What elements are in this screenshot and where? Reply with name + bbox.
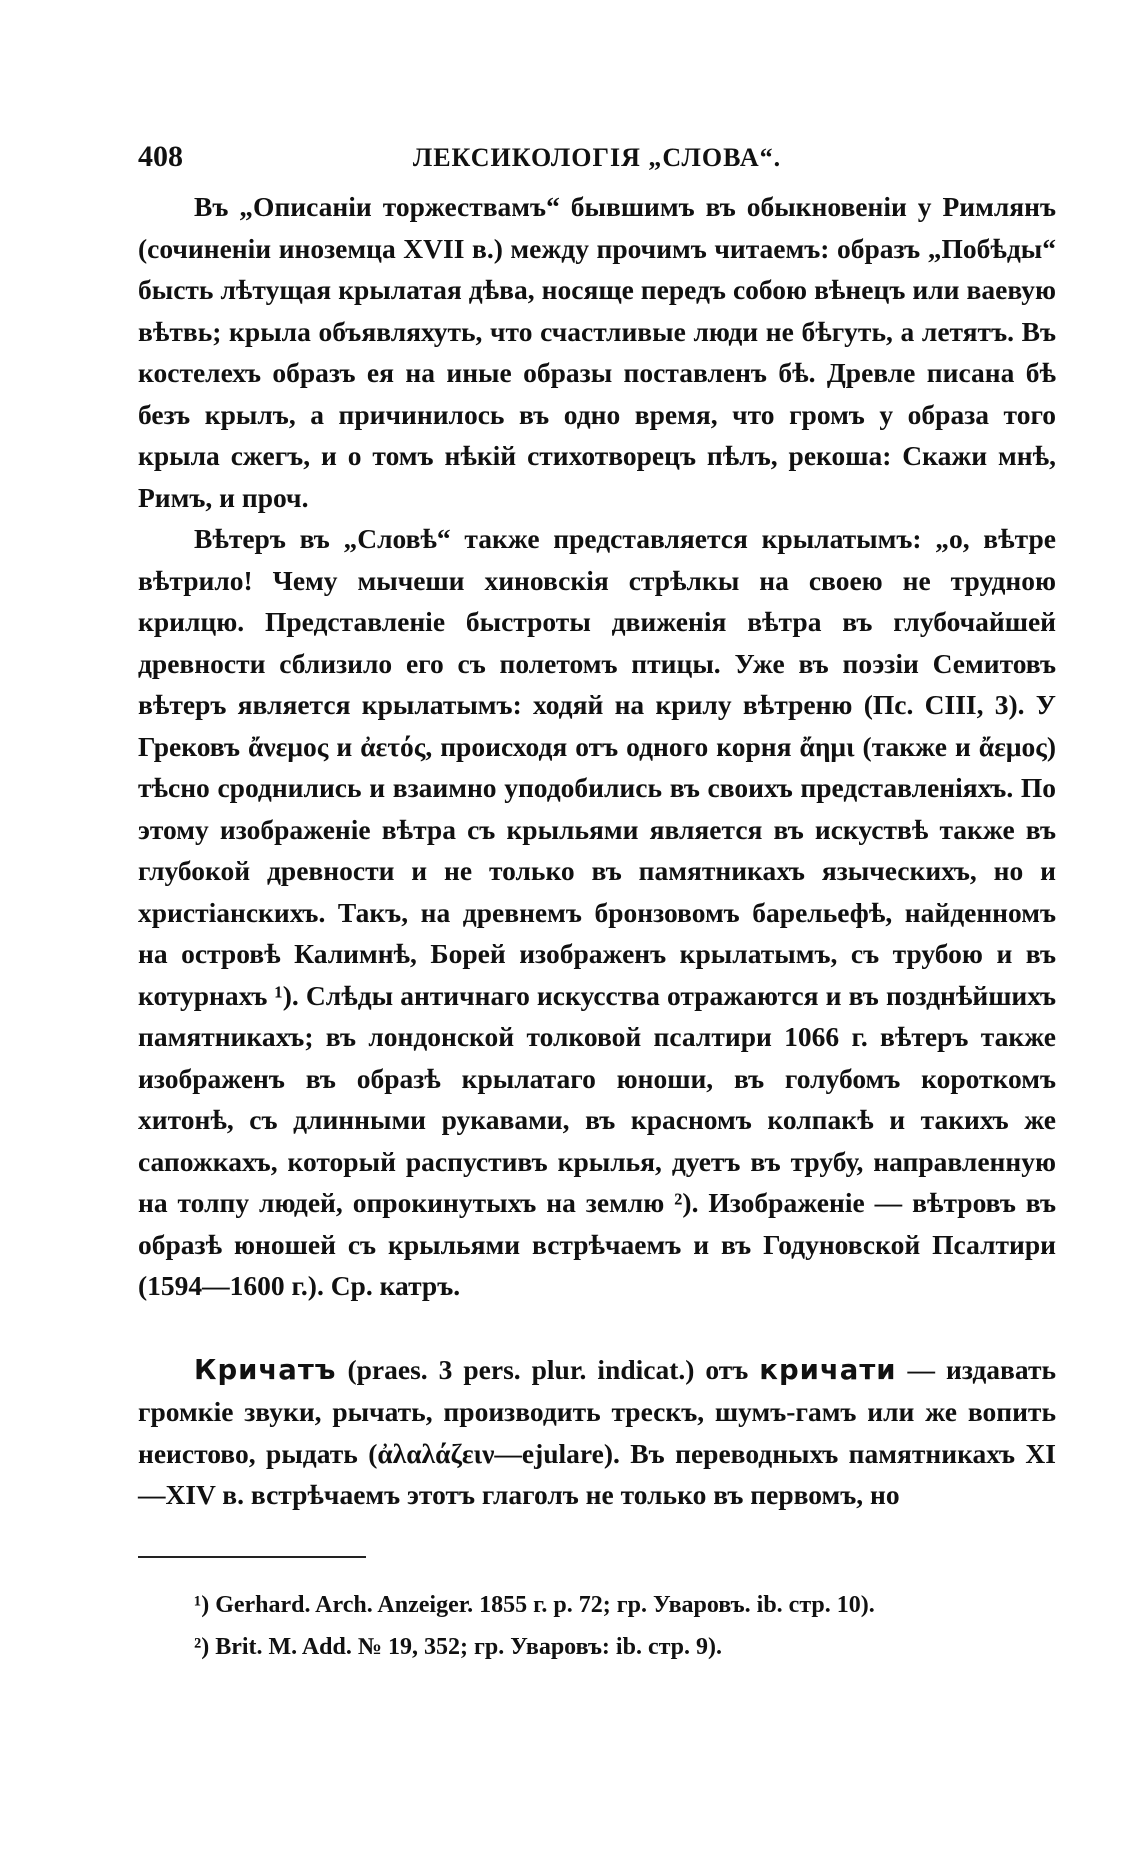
page-number: 408 <box>138 140 183 173</box>
paragraph-wind-winged: Вѣтеръ въ „Словѣ“ также представляется крылатымъ: „о, вѣтре вѣтрило! Чему мычеши хиновскія стрѣлкы на своею не трудною крилцю. Представленіе быстроты движенія вѣтра въ глубочайшей древности сблизило его съ полетомъ птицы. Уже въ поэзіи Семитовъ вѣтеръ является крылатымъ: ходяй на крилу вѣтреню (Пс. CIII, 3). У Грековъ ἄνεμος и ἀετός, происходя отъ одного корня ἄημι (также и ἄεμος) тѣсно сроднились и взаимно уподобились въ своихъ представленіяхъ. По этому изображеніе вѣтра съ крыльями является въ искуствѣ также въ глубокой древности и не только въ памятникахъ языческихъ, но и христіанскихъ. Такъ, на древнемъ бронзовомъ барельефѣ, найденномъ на островѣ Калимнѣ, Борей изображенъ крылатымъ, съ трубою и въ котурнахъ ¹). Слѣды античнаго искусства отражаются и въ позднѣйшихъ памятникахъ; въ лондонской толковой псалтири 1066 г. вѣтеръ также изображенъ въ образѣ крылатаго юноши, въ голубомъ короткомъ хитонѣ, съ длинными рукавами, въ красномъ колпакѣ и такихъ же сапожкахъ, который распустивъ крылья, дуетъ въ трубу, направленную на толпу людей, опрокинутыхъ на землю ²). Изображеніе — вѣтровъ въ образѣ юношей съ крыльями встрѣчаемъ и въ Годуновской Псалтири (1594—1600 г.). Ср. катръ. <box>138 523 1056 1301</box>
footnote-1: ¹) Gerhard. Arch. Anzeiger. 1855 г. p. 72; гр. Уваровъ. ib. стр. 10). <box>194 1591 875 1618</box>
book-page <box>138 140 1056 1668</box>
entry-source-word: кричати <box>759 1353 897 1386</box>
entry-grammar: (praes. 3 pers. plur. indicat.) отъ <box>336 1353 760 1385</box>
footnotes <box>138 1584 1056 1668</box>
footnote-2: ²) Brit. M. Add. № 19, 352; гр. Уваровъ: ib. стр. 9). <box>194 1633 723 1660</box>
footnote-separator <box>138 1556 366 1558</box>
paragraph-triumph-description: Въ „Описаніи торжествамъ“ бывшимъ въ обыкновеніи у Римлянъ (сочиненіи иноземца XVII в.) между прочимъ читаемъ: образъ „Побѣды“ бысть лѣтущая крылатая дѣва, носяще передъ собою вѣнецъ или ваевую вѣтвь; крыла объявляхуть, что счастливые люди не бѣгуть, а летятъ. Въ костелехъ образъ ея на иные образы поставленъ бѣ. Древле писана бѣ безъ крылъ, а причинилось въ одно время, что громъ у образа того крыла сжегъ, и о томъ нѣкій стихотворецъ пѣлъ, рекоша: Скажи мнѣ, Римъ, и проч. <box>138 191 1056 513</box>
dictionary-entry <box>138 1349 1056 1516</box>
entry-definition: — издавать громкіе звуки, рычать, производить трескъ, шумъ-гамъ или же вопить неистово, рыдать (ἀλαλάζειν—ejulare). Въ переводныхъ памятникахъ XI—XIV в. встрѣчаемъ этотъ глаголъ не только въ первомъ, но <box>138 1353 1057 1510</box>
entry-headword: Кричатъ <box>194 1353 337 1386</box>
running-title: ЛЕКСИКОЛОГІЯ „СЛОВА“. <box>412 143 782 172</box>
page-header <box>138 140 1056 174</box>
